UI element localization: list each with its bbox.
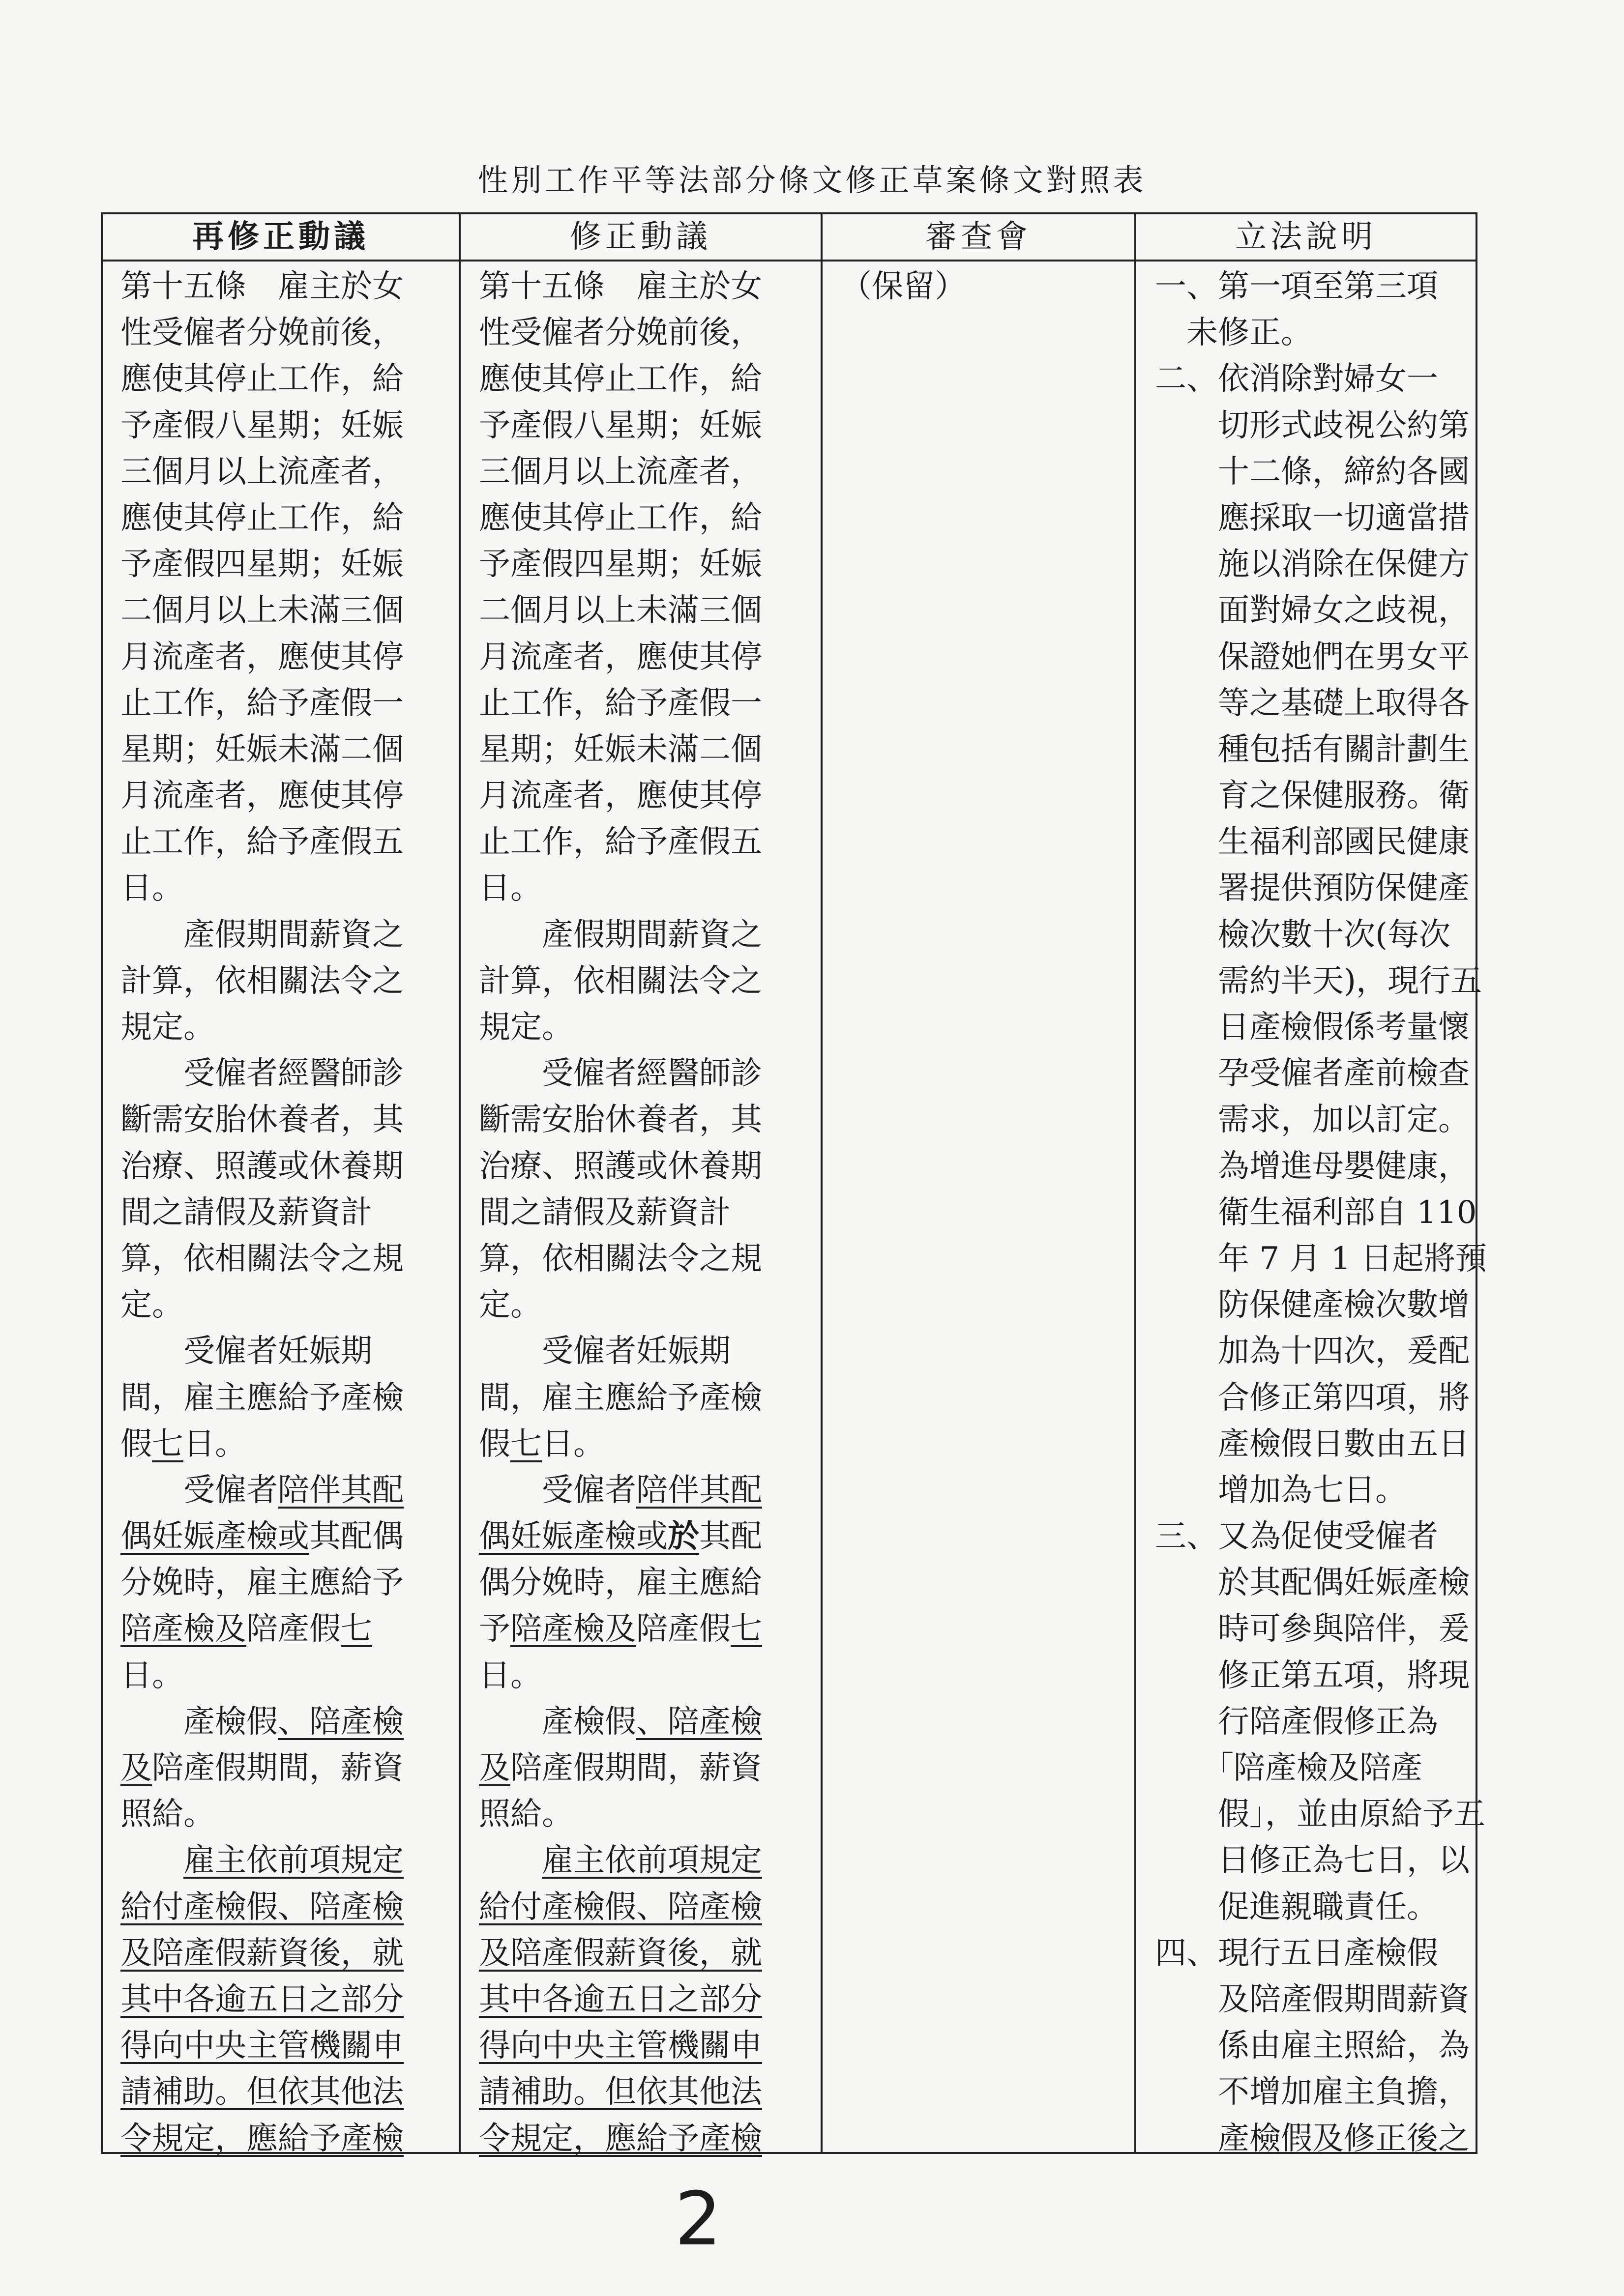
text-segment: 日。 [120,1657,183,1694]
text-line [1155,958,1482,1004]
resubmitted-motion-text [120,263,460,2162]
text-line [120,912,460,958]
text-segment: 日。 [542,1425,605,1462]
text-segment: 斷需安胎休養者，其 [479,1102,762,1138]
text-line [479,1699,818,1745]
underlined-text: 七 [731,1611,762,1648]
text-line [1155,1421,1475,1467]
text-line [120,263,460,310]
text-line [1155,1467,1475,1513]
text-segment: （保留） [840,268,966,305]
text-segment: 產檢假 [479,1703,636,1740]
underlined-text: 請補助。但依其他法 [120,2074,404,2111]
amendment-motion-text [479,263,818,2162]
text-line [120,2023,460,2069]
text-line [479,1884,818,1930]
text-line [840,263,1145,310]
text-line [120,495,460,541]
text-segment: 止工作，給予產假一 [479,685,762,722]
comparison-table [101,212,1487,2157]
header-divider [103,260,1476,262]
text-line [479,495,818,541]
text-line [120,1004,460,1050]
text-segment: 止工作，給予產假五 [479,824,762,861]
text-segment: 日。 [479,1657,542,1694]
text-segment: 產假期間薪資之 [120,916,404,953]
text-segment: 種包括有關計劃生 [1155,731,1470,768]
text-line [479,1745,818,1791]
text-segment: 四、現行五日產檢假 [1155,1935,1438,1972]
text-line [1155,449,1475,495]
text-segment: 月流產者，應使其停 [479,778,762,814]
underlined-text: 七 [341,1611,372,1648]
text-segment: 月流產者，應使其停 [479,639,762,675]
text-line [1155,2069,1475,2115]
text-segment: 間之請假及薪資計 [479,1194,731,1231]
text-line [479,1421,818,1467]
text-segment: 檢次數十次(每次 [1155,916,1450,953]
text-line [479,634,818,680]
document-title: 性別工作平等法部分條文修正草案條文對照表 [477,162,1147,198]
text-segment: 予產假八星期；妊娠 [120,407,404,444]
text-line [120,1699,460,1745]
text-segment: 切形式歧視公約第 [1155,407,1470,444]
text-line [479,1050,818,1097]
text-segment: 定。 [120,1287,183,1324]
text-line [479,1837,818,1884]
underlined-text: 七 [152,1425,183,1462]
text-segment: 應使其停止工作，給 [120,499,404,536]
text-segment: 斷需安胎休養者，其 [120,1102,404,1138]
text-line [479,958,818,1004]
underlined-text: 得向中央主管機關申 [479,2028,762,2064]
text-line [1155,1930,1475,1976]
text-segment: 三個月以上流產者， [479,453,762,490]
text-segment: 其配偶 [309,1518,404,1555]
text-line [479,2069,818,2115]
text-line [1155,1236,1487,1282]
text-line [120,356,460,402]
text-line [120,1467,460,1513]
text-line [479,1143,818,1190]
underlined-text: 令規定，應給予產檢 [479,2120,762,2157]
text-segment: 間之請假及薪資計 [120,1194,372,1231]
text-segment: 第十五條 雇主於女 [120,268,404,305]
underlined-text: 陪伴其配 [278,1472,404,1509]
text-segment: 受僱者妊娠期 [120,1333,372,1370]
text-line [120,1837,460,1884]
text-line [1155,1653,1475,1699]
text-line [1155,1745,1475,1791]
underlined-text: 陪產檢及 [510,1611,636,1648]
text-segment: 於其配偶妊娠產檢 [1155,1565,1470,1601]
text-line [1155,263,1475,310]
text-segment: 年 7 月 1 日起將預 [1155,1240,1487,1277]
text-line [120,403,460,449]
text-segment: 未修正。 [1155,315,1312,351]
text-segment: 促進親職責任。 [1155,1889,1438,1925]
text-line [479,1328,818,1374]
text-line [120,773,460,819]
text-segment: 三個月以上流產者， [120,453,404,490]
underlined-text: 令規定，應給予產檢 [120,2120,404,2157]
text-segment: 時可參與陪伴，爰 [1155,1611,1470,1648]
underlined-text: 其中各逾五日之部分 [120,1981,404,2018]
text-segment: 定。 [479,1287,542,1324]
text-segment: 防保健產檢次數增 [1155,1287,1470,1324]
text-line [1155,1190,1475,1236]
text-line [120,2116,460,2162]
underlined-text: 及陪產假薪資後，就 [479,1935,762,1972]
text-segment: 月流產者，應使其停 [120,778,404,814]
text-segment: 署提供預防保健產 [1155,870,1470,907]
text-segment: 規定。 [479,1009,573,1046]
underlined-text: 雇主依前項規定 [183,1842,404,1879]
text-segment: 「陪產檢及陪產 [1155,1750,1422,1786]
text-line [120,727,460,773]
text-line [479,1791,818,1837]
text-line [120,1328,460,1374]
text-segment: 受僱者 [120,1472,278,1509]
text-segment: 應使其停止工作，給 [479,499,762,536]
header-review-committee: 審查會 [925,219,1032,255]
text-segment: 治療、照護或休養期 [120,1148,404,1185]
text-line [120,1745,460,1791]
underlined-text: 陪伴其配 [636,1472,762,1509]
text-line [120,1560,460,1606]
text-segment: 星期；妊娠未滿二個 [479,731,762,768]
text-line [120,1282,460,1328]
text-segment: 二、依消除對婦女一 [1155,361,1438,398]
text-segment: 算，依相關法令之規 [120,1240,404,1277]
text-line [479,680,818,727]
text-line [479,865,818,911]
text-line [1155,310,1475,356]
text-line [1155,356,1475,402]
text-segment: 假 [479,1425,510,1462]
text-segment: 算，依相關法令之規 [479,1240,762,1277]
text-line [479,356,818,402]
text-line [1155,1837,1475,1884]
text-line [120,1236,460,1282]
text-line [1155,1513,1475,1560]
text-line [120,1653,460,1699]
underlined-text: 雇主依前項規定 [542,1842,762,1879]
text-segment: 其配 [699,1518,762,1555]
text-segment: 假」，並由原給予五 [1155,1796,1485,1833]
text-line [479,1513,818,1560]
text-segment: 等之基礎上取得各 [1155,685,1470,722]
text-line [479,819,818,865]
header-resubmitted-motion: 再修正動議 [192,218,369,255]
text-line [479,1930,818,1976]
text-line [120,1050,460,1097]
text-line [479,1190,818,1236]
text-segment: 生福利部國民健康 [1155,824,1470,861]
text-line [1155,1560,1475,1606]
text-line [479,2116,818,2162]
underlined-text: 、陪產檢 [636,1703,762,1740]
text-segment: 星期；妊娠未滿二個 [120,731,404,768]
text-line [479,727,818,773]
text-segment: 產檢假日數由五日 [1155,1425,1470,1462]
text-segment: 孕受僱者產前檢查 [1155,1055,1470,1092]
text-segment: 應使其停止工作，給 [120,361,404,398]
text-segment [120,1842,183,1879]
text-segment: 育之保健服務。衛 [1155,778,1470,814]
text-segment: 三、又為促使受僱者 [1155,1518,1438,1555]
text-segment: 照給。 [120,1796,215,1833]
underlined-text: 及 [120,1750,152,1786]
text-segment: 性受僱者分娩前後， [120,315,404,351]
text-segment: 止工作，給予產假五 [120,824,404,861]
text-line [1155,634,1475,680]
text-segment: 十二條，締約各國 [1155,453,1470,490]
text-segment: 二個月以上未滿三個 [479,592,762,629]
text-segment: 需約半天)，現行五 [1155,962,1482,999]
text-segment: 受僱者 [479,1472,636,1509]
text-line [479,773,818,819]
text-line [120,2069,460,2115]
text-segment: 及陪產假期間薪資 [1155,1981,1470,2018]
underlined-text: 其中各逾五日之部分 [479,1981,762,2018]
text-segment: 性受僱者分娩前後， [479,315,762,351]
text-line [479,1097,818,1143]
underlined-text: 及 [479,1750,510,1786]
text-segment: 予產假八星期；妊娠 [479,407,762,444]
underlined-text: 得向中央主管機關申 [120,2028,404,2064]
underlined-text: 給付產檢假、陪產檢 [479,1889,762,1925]
column-divider [821,214,823,2152]
text-line [1155,819,1475,865]
text-segment: 月流產者，應使其停 [120,639,404,675]
text-line [1155,1976,1475,2023]
text-line [120,1375,460,1421]
text-segment: 照給。 [479,1796,573,1833]
text-line [1155,773,1475,819]
text-line [1155,1282,1475,1328]
text-line [120,449,460,495]
text-line [1155,403,1475,449]
underlined-text: 偶妊娠產檢或 [479,1518,668,1555]
text-segment: 日產檢假係考量懷 [1155,1009,1470,1046]
text-line [120,865,460,911]
text-line [1155,1328,1475,1374]
text-line [479,403,818,449]
text-line [120,1976,460,2023]
text-line [120,1930,460,1976]
text-segment: 受僱者經醫師診 [120,1055,404,1092]
text-line [1155,2023,1475,2069]
text-segment: 行陪產假修正為 [1155,1703,1438,1740]
underlined-text: 及陪產假薪資後，就 [120,1935,404,1972]
text-line [1155,1699,1475,1745]
text-segment: 止工作，給予產假一 [120,685,404,722]
text-line [120,587,460,634]
text-line [120,1097,460,1143]
text-line [120,1606,460,1652]
text-line [120,680,460,727]
text-line [479,541,818,587]
page-number: 2 [675,2177,722,2262]
text-segment: 二個月以上未滿三個 [120,592,404,629]
text-line [1155,495,1475,541]
text-segment: 加為十四次，爰配 [1155,1333,1470,1370]
text-line [479,310,818,356]
text-segment: 陪產假 [246,1611,341,1648]
text-segment: 規定。 [120,1009,215,1046]
text-line [479,587,818,634]
text-segment: 陪產假期間，薪資 [152,1750,404,1786]
underlined-text: 陪產檢及 [120,1611,246,1648]
text-segment: 保證她們在男女平 [1155,639,1470,675]
text-segment: 間，雇主應給予產檢 [120,1379,404,1416]
text-line [1155,587,1475,634]
text-segment: 增加為七日。 [1155,1472,1407,1509]
text-line [479,1236,818,1282]
text-segment: 予 [479,1611,510,1648]
underlined-text: 請補助。但依其他法 [479,2074,762,2111]
text-segment: 施以消除在保健方 [1155,546,1470,583]
text-line [1155,2116,1475,2162]
text-segment: 面對婦女之歧視， [1155,592,1470,629]
text-line [1155,1050,1475,1097]
text-segment: 受僱者經醫師診 [479,1055,762,1092]
text-segment: 修正第五項，將現 [1155,1657,1470,1694]
text-segment: 應採取一切適當措 [1155,499,1470,536]
text-line [479,449,818,495]
text-line [479,1653,818,1699]
text-line [479,1375,818,1421]
text-line [120,1143,460,1190]
text-segment: 予產假四星期；妊娠 [120,546,404,583]
text-segment: 計算，依相關法令之 [120,962,404,999]
text-segment: 予產假四星期；妊娠 [479,546,762,583]
text-segment: 一、第一項至第三項 [1155,268,1438,305]
text-segment: 第十五條 雇主於女 [479,268,762,305]
underlined-text: 給付產檢假、陪產檢 [120,1889,404,1925]
text-line [120,1513,460,1560]
text-line [120,634,460,680]
text-line [479,1606,818,1652]
text-segment: 產檢假及修正後之 [1155,2120,1470,2157]
column-divider [1134,214,1136,2152]
text-line [1155,680,1475,727]
text-line [120,541,460,587]
text-segment: 受僱者妊娠期 [479,1333,731,1370]
text-line [1155,1004,1475,1050]
text-line [479,2023,818,2069]
text-segment: 間，雇主應給予產檢 [479,1379,762,1416]
text-segment: 偶分娩時，雇主應給 [479,1565,762,1601]
text-line [120,310,460,356]
text-segment: 產檢假 [120,1703,278,1740]
text-segment: 為增進母嬰健康， [1155,1148,1470,1185]
text-line [1155,1606,1475,1652]
text-line [1155,912,1475,958]
text-line [1155,727,1475,773]
text-line [120,1421,460,1467]
text-segment: 日修正為七日，以 [1155,1842,1470,1879]
text-line [1155,865,1475,911]
text-line [1155,1884,1475,1930]
text-line [120,819,460,865]
text-segment [479,1842,542,1879]
text-segment: 計算，依相關法令之 [479,962,762,999]
text-segment: 陪產假 [636,1611,731,1648]
review-committee-text [840,263,1145,310]
text-segment: 需求，加以訂定。 [1155,1102,1470,1138]
text-line [479,263,818,310]
text-segment: 應使其停止工作，給 [479,361,762,398]
header-amendment-motion: 修正動議 [570,219,711,255]
underlined-text: 七 [510,1425,542,1462]
text-line [479,1004,818,1050]
text-segment: 日。 [183,1425,246,1462]
text-segment: 不增加雇主負擔， [1155,2074,1470,2111]
text-line [120,1791,460,1837]
text-line [479,912,818,958]
legislative-explanation-text [1155,263,1487,2162]
text-segment: 分娩時，雇主應給予 [120,1565,404,1601]
text-segment: 陪產假期間，薪資 [510,1750,762,1786]
text-line [1155,1375,1475,1421]
text-line [1155,1791,1485,1837]
text-line [479,1560,818,1606]
text-line [120,958,460,1004]
text-segment: 日。 [120,870,183,907]
underlined-text: 偶妊娠產檢或 [120,1518,309,1555]
text-segment: 假 [120,1425,152,1462]
header-legislative-explanation: 立法說明 [1235,219,1377,255]
text-line [1155,1097,1475,1143]
text-segment: 治療、照護或休養期 [479,1148,762,1185]
text-line [1155,1143,1475,1190]
text-line [479,1467,818,1513]
text-segment: 日。 [479,870,542,907]
text-segment: 衛生福利部自 110 [1155,1194,1477,1231]
text-line [479,1282,818,1328]
text-segment: 產假期間薪資之 [479,916,762,953]
text-segment: 合修正第四項，將 [1155,1379,1470,1416]
text-segment: 係由雇主照給，為 [1155,2028,1470,2064]
underlined-text: 於 [668,1518,699,1555]
text-line [120,1884,460,1930]
text-line [479,1976,818,2023]
text-line [1155,541,1475,587]
text-line [120,1190,460,1236]
underlined-text: 、陪產檢 [278,1703,404,1740]
